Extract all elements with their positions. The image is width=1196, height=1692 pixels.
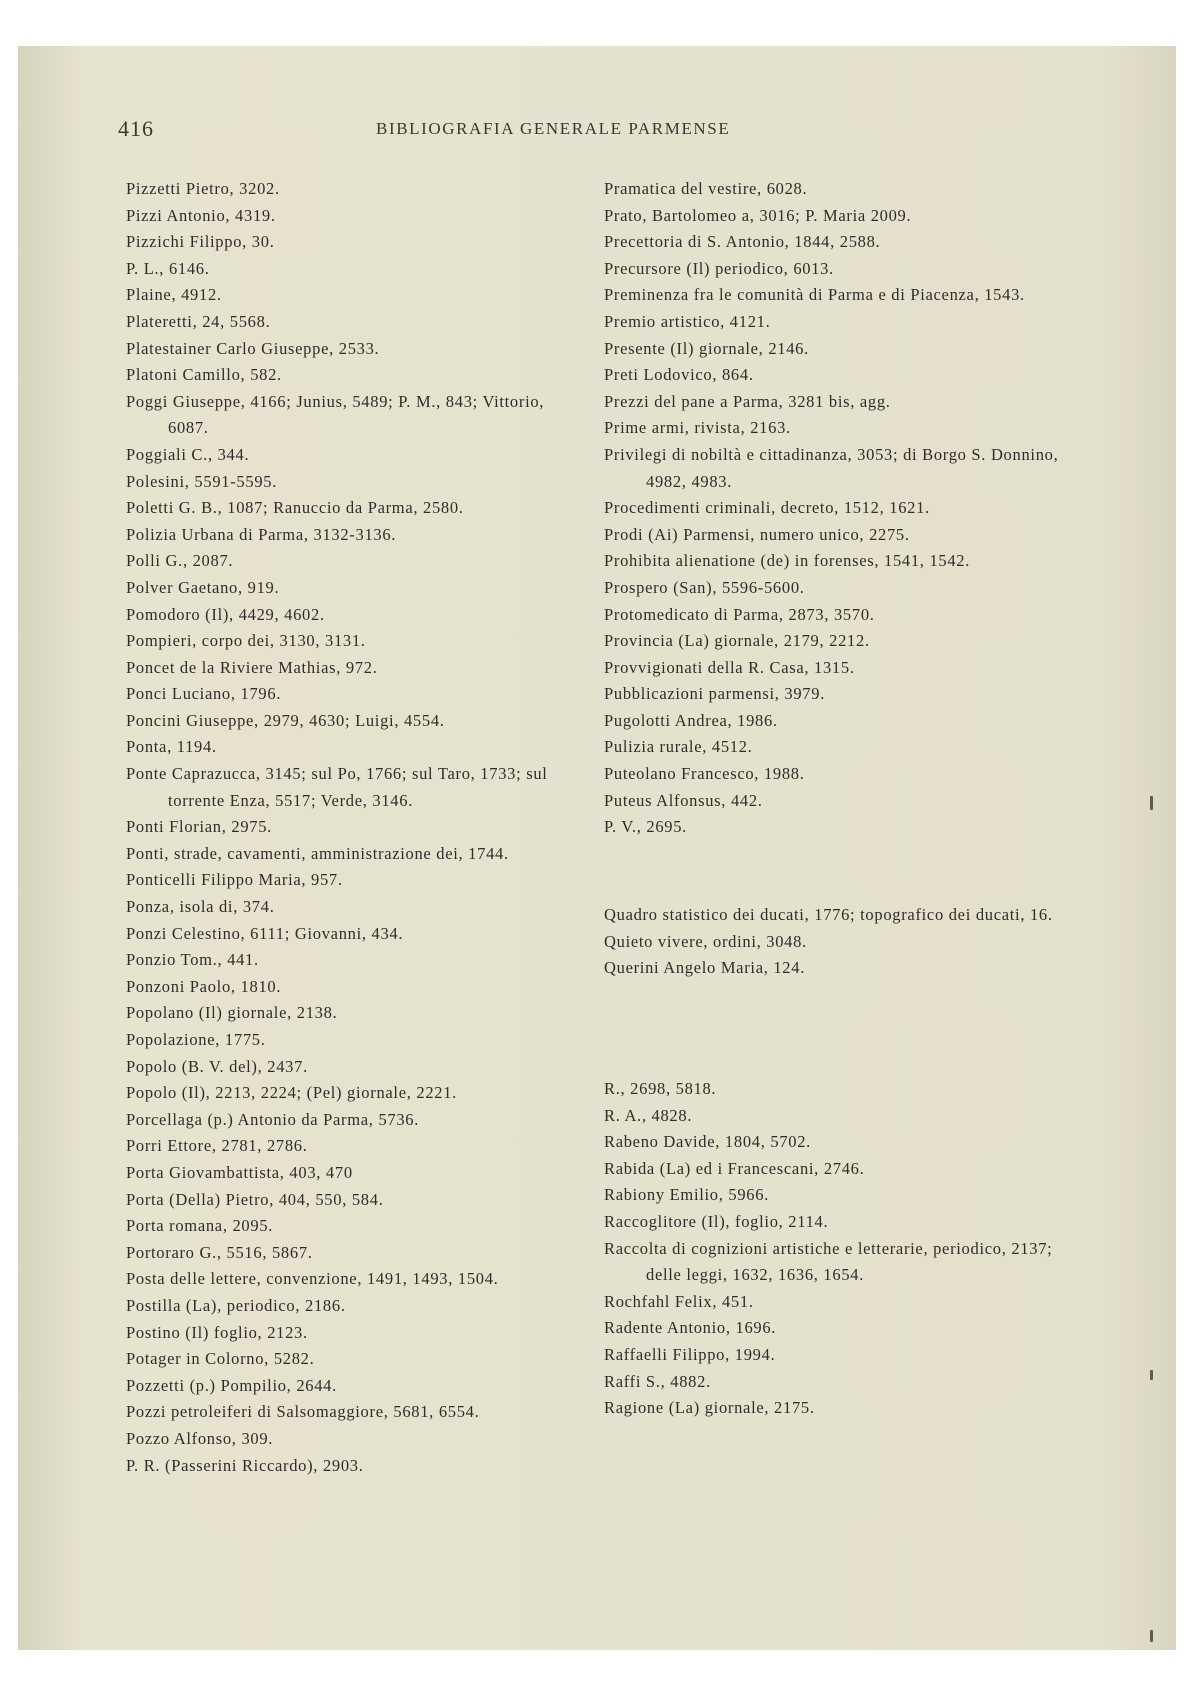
index-entry: Raffaelli Filippo, 1994. bbox=[604, 1344, 776, 1364]
index-entry: Poggi Giuseppe, 4166; Junius, 5489; P. M., 843; Vittorio, 6087. bbox=[126, 391, 545, 438]
index-entry: Ragione (La) giornale, 2175. bbox=[604, 1398, 815, 1418]
index-entry: Popolo (B. V. del), 2437. bbox=[126, 1056, 308, 1076]
index-entry: Prodi (Ai) Parmensi, numero unico, 2275. bbox=[604, 524, 910, 544]
index-entry: Pizzi Antonio, 4319. bbox=[126, 205, 276, 225]
index-entry: Radente Antonio, 1696. bbox=[604, 1318, 777, 1338]
index-entry: Puteolano Francesco, 1988. bbox=[604, 764, 805, 784]
index-entry: Porta (Della) Pietro, 404, 550, 584. bbox=[126, 1189, 384, 1209]
index-entry: Ponti Florian, 2975. bbox=[126, 817, 273, 837]
index-entry: Pozzi petroleiferi di Salsomaggiore, 5681, 6554. bbox=[126, 1402, 480, 1422]
index-entry: Porcellaga (p.) Antonio da Parma, 5736. bbox=[126, 1109, 420, 1129]
index-entry: Presente (Il) giornale, 2146. bbox=[604, 338, 809, 358]
index-entry: R. A., 4828. bbox=[604, 1105, 693, 1125]
letter-q-entries bbox=[604, 902, 1066, 982]
letter-r-entries bbox=[604, 1076, 1066, 1422]
index-entry: Ponti, strade, cavamenti, amministrazione dei, 1744. bbox=[126, 843, 509, 863]
index-entry: Pizzetti Pietro, 3202. bbox=[126, 179, 280, 198]
index-entry: Popolazione, 1775. bbox=[126, 1030, 266, 1049]
page-header bbox=[118, 116, 1118, 146]
index-entry: Polli G., 2087. bbox=[126, 551, 234, 571]
index-entry: Rochfahl Felix, 451. bbox=[604, 1291, 754, 1311]
index-entry: Puteus Alfonsus, 442. bbox=[604, 790, 763, 810]
index-entry: Plateretti, 24, 5568. bbox=[126, 311, 271, 331]
index-entry: Potager in Colorno, 5282. bbox=[126, 1349, 315, 1369]
index-entry: Portoraro G., 5516, 5867. bbox=[126, 1242, 313, 1262]
index-entry: Posta delle lettere, convenzione, 1491, 1493, 1504. bbox=[126, 1269, 499, 1289]
index-entry: Platoni Camillo, 582. bbox=[126, 365, 282, 385]
index-entry: Raccoglitore (Il), foglio, 2114. bbox=[604, 1211, 829, 1231]
index-entry: Rabeno Davide, 1804, 5702. bbox=[604, 1132, 811, 1152]
letter-p-entries bbox=[604, 176, 1066, 841]
index-entry: Plaine, 4912. bbox=[126, 285, 222, 305]
index-entry: Popolano (Il) giornale, 2138. bbox=[126, 1003, 338, 1023]
index-entry: Provincia (La) giornale, 2179, 2212. bbox=[604, 631, 870, 651]
index-entry: Prezzi del pane a Parma, 3281 bis, agg. bbox=[604, 391, 891, 411]
running-title: BIBLIOGRAFIA GENERALE PARMENSE bbox=[376, 119, 731, 138]
index-entry: Prime armi, rivista, 2163. bbox=[604, 418, 791, 438]
index-entry: Pramatica del vestire, 6028. bbox=[604, 179, 808, 198]
index-entry: Polver Gaetano, 919. bbox=[126, 577, 280, 597]
index-entry: Prohibita alienatione (de) in forenses, 1541, 1542. bbox=[604, 551, 971, 571]
index-entry: Protomedicato di Parma, 2873, 3570. bbox=[604, 604, 875, 624]
index-entry: Pomodoro (Il), 4429, 4602. bbox=[126, 604, 325, 624]
index-entry: Ponza, isola di, 374. bbox=[126, 897, 275, 917]
index-entry: Poletti G. B., 1087; Ranuccio da Parma, 2580. bbox=[126, 498, 464, 518]
index-entry: Prato, Bartolomeo a, 3016; P. Maria 2009. bbox=[604, 205, 912, 225]
index-entry: Provvigionati della R. Casa, 1315. bbox=[604, 657, 855, 677]
page-number: 416 bbox=[118, 116, 154, 141]
margin-mark bbox=[1150, 1630, 1153, 1642]
index-entry: Pozzetti (p.) Pompilio, 2644. bbox=[126, 1375, 337, 1395]
index-entry: Poncet de la Riviere Mathias, 972. bbox=[126, 657, 378, 677]
index-entry: R., 2698, 5818. bbox=[604, 1079, 717, 1098]
index-entry: Rabiony Emilio, 5966. bbox=[604, 1185, 770, 1205]
index-entry: Rabida (La) ed i Francescani, 2746. bbox=[604, 1158, 865, 1178]
index-entry: Ponta, 1194. bbox=[126, 737, 217, 757]
index-entry: Premio artistico, 4121. bbox=[604, 311, 771, 331]
index-entry: Pulizia rurale, 4512. bbox=[604, 737, 753, 757]
index-entry: P. V., 2695. bbox=[604, 817, 687, 837]
index-entry: Preminenza fra le comunità di Parma e di Piacenza, 1543. bbox=[604, 285, 1025, 305]
index-entry: Ponci Luciano, 1796. bbox=[126, 684, 282, 704]
index-entry: Postilla (La), periodico, 2186. bbox=[126, 1295, 346, 1315]
margin-mark bbox=[1150, 1370, 1153, 1380]
index-entry: Poncini Giuseppe, 2979, 4630; Luigi, 4554. bbox=[126, 710, 445, 730]
index-entry: Quieto vivere, ordini, 3048. bbox=[604, 931, 807, 951]
index-entry: Polesini, 5591-5595. bbox=[126, 471, 278, 491]
margin-mark bbox=[1150, 796, 1153, 810]
index-entry: Prospero (San), 5596-5600. bbox=[604, 577, 805, 597]
index-entry: Preti Lodovico, 864. bbox=[604, 365, 754, 385]
index-entry: P. L., 6146. bbox=[126, 258, 210, 278]
left-index-column bbox=[126, 176, 586, 1479]
index-entry: Procedimenti criminali, decreto, 1512, 1621. bbox=[604, 498, 930, 518]
index-entry: Pozzo Alfonso, 309. bbox=[126, 1428, 274, 1448]
index-entry: Querini Angelo Maria, 124. bbox=[604, 958, 806, 978]
index-entry: Precursore (Il) periodico, 6013. bbox=[604, 258, 834, 278]
index-entry: Raccolta di cognizioni artistiche e letterarie, periodico, 2137; delle leggi, 1632, 1636, 1654. bbox=[604, 1238, 1053, 1285]
index-entry: Ponzi Celestino, 6111; Giovanni, 434. bbox=[126, 923, 404, 943]
index-entry: Pubblicazioni parmensi, 3979. bbox=[604, 684, 826, 704]
index-entry: Pizzichi Filippo, 30. bbox=[126, 232, 275, 252]
index-entry: Polizia Urbana di Parma, 3132-3136. bbox=[126, 524, 397, 544]
index-entry: Porta romana, 2095. bbox=[126, 1216, 274, 1236]
index-entry: Ponzio Tom., 441. bbox=[126, 950, 259, 970]
index-entry: Ponticelli Filippo Maria, 957. bbox=[126, 870, 343, 890]
index-entry: Ponzoni Paolo, 1810. bbox=[126, 976, 282, 996]
index-entry: Privilegi di nobiltà e cittadinanza, 3053; di Borgo S. Donnino, 4982, 4983. bbox=[604, 444, 1059, 491]
index-entry: Raffi S., 4882. bbox=[604, 1371, 711, 1391]
index-entry: Postino (Il) foglio, 2123. bbox=[126, 1322, 308, 1342]
index-entry: Platestainer Carlo Giuseppe, 2533. bbox=[126, 338, 380, 358]
index-entry: Quadro statistico dei ducati, 1776; topografico dei ducati, 16. bbox=[604, 905, 1053, 924]
index-entry: Precettoria di S. Antonio, 1844, 2588. bbox=[604, 232, 881, 252]
index-entry: Porri Ettore, 2781, 2786. bbox=[126, 1136, 308, 1156]
index-entry: Pompieri, corpo dei, 3130, 3131. bbox=[126, 631, 366, 651]
index-entry: P. R. (Passerini Riccardo), 2903. bbox=[126, 1455, 364, 1475]
index-entry: Ponte Caprazucca, 3145; sul Po, 1766; sul Taro, 1733; sul torrente Enza, 5517; Verde, 3146. bbox=[126, 764, 548, 810]
index-entry: Popolo (Il), 2213, 2224; (Pel) giornale, 2221. bbox=[126, 1083, 457, 1103]
index-entry: Porta Giovambattista, 403, 470 bbox=[126, 1162, 353, 1182]
index-entry: Poggiali C., 344. bbox=[126, 444, 250, 464]
index-entry: Pugolotti Andrea, 1986. bbox=[604, 710, 778, 730]
